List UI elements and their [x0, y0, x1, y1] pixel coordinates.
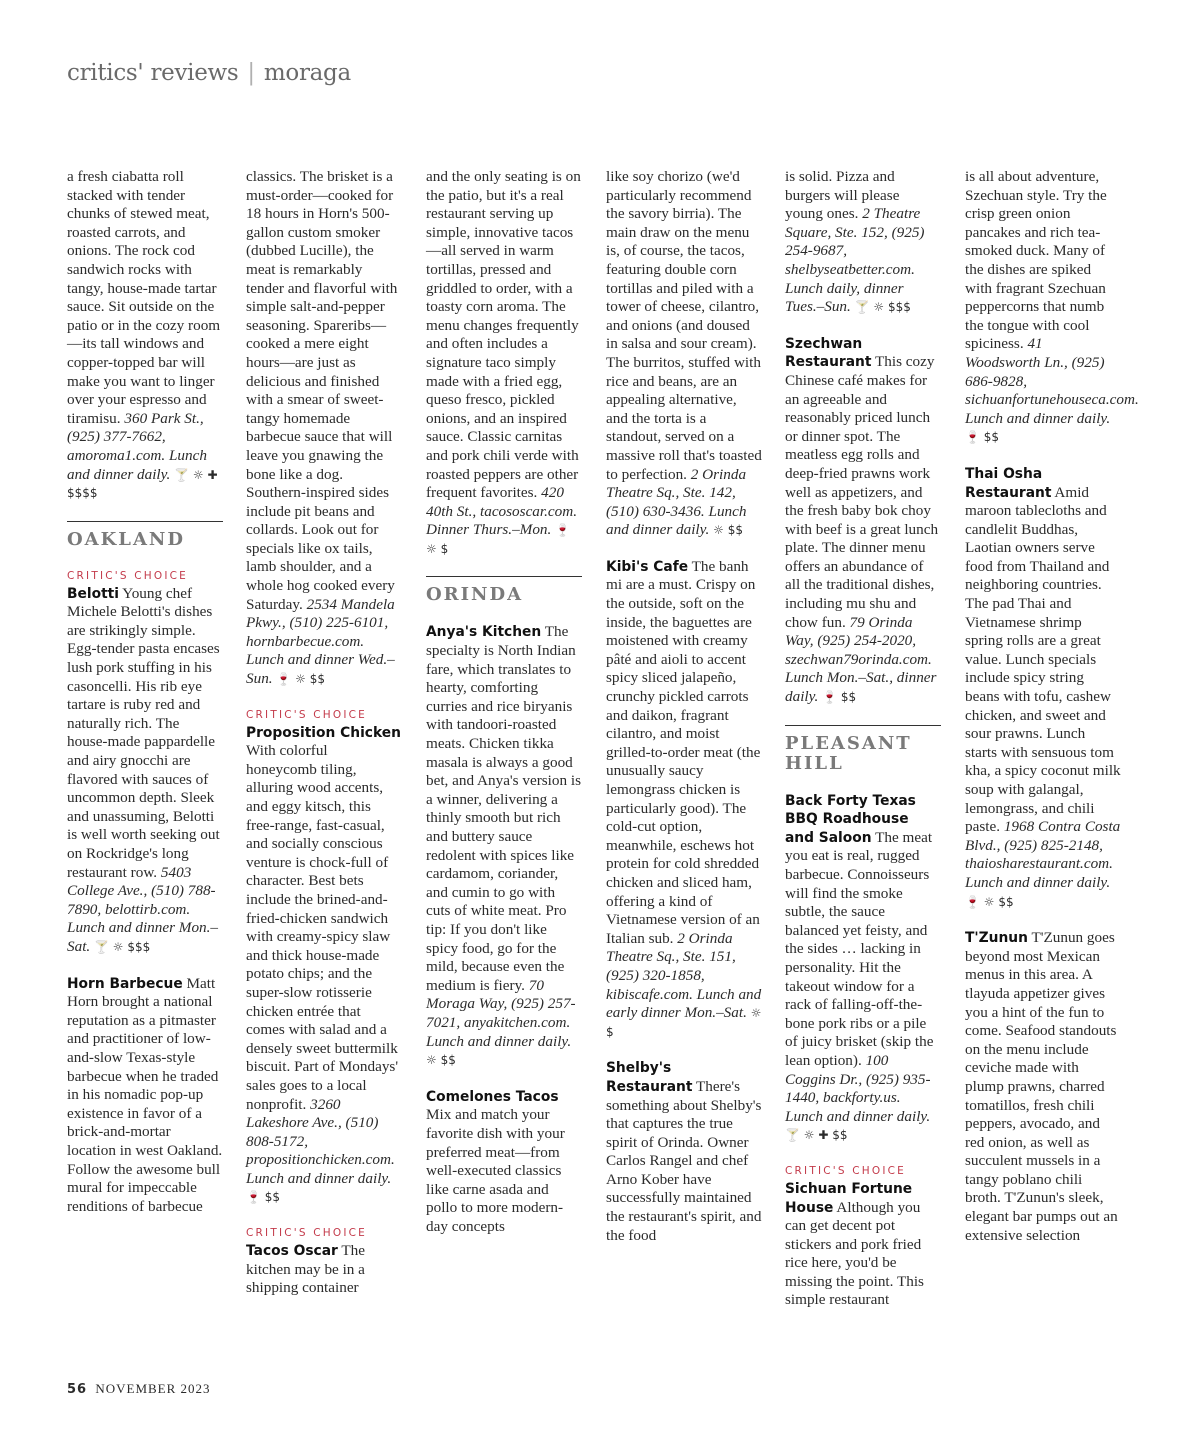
restaurant-info: 41 Woodsworth Ln., (925) 686-9828, sichuanfortunehouseca.com. Lunch and dinner daily. — [965, 335, 1139, 427]
entry-spacer — [246, 1207, 402, 1225]
review-entry — [426, 168, 582, 558]
column-5 — [785, 168, 941, 1310]
price-symbols: 🍷 ☼ $$ — [965, 894, 1014, 909]
restaurant-name: Thai Osha Restaurant — [965, 465, 1052, 501]
review-entry — [965, 168, 1139, 447]
critics-choice-label: CRITIC'S CHOICE — [67, 569, 189, 582]
column-4 — [606, 168, 762, 1245]
review-text: T'Zunun goes beyond most Mexican menus in this area. A tlayuda appetizer gives you a hint of the fun to come. Seafood standouts on the menu include ceviche made with plump prawns, charred tomatillos, fresh chili peppers, avocado, and red onion, as well as succulent mussels in a tangy poblano chili broth. T'Zunun's sleek, elegant bar pumps out an extensive selection — [965, 929, 1118, 1244]
review-text: is solid. Pizza and burgers will please young ones. — [785, 168, 900, 223]
review-text: The banh mi are a must. Crispy on the outside, soft on the inside, the baguettes are moistened with creamy pâté and aioli to accent spicy sliced jalapeño, crunchy pickled carrots and daikon, fragrant cilantro, and moist grilled-to-order meat (the unusually saucy lemongrass chicken is particularly good). The cold-cut option, meanwhile, eschews hot protein for cold shredded chicken and sliced ham, offering a kind of Vietnamese version of an Italian sub. — [606, 557, 761, 947]
page-footer — [67, 1381, 211, 1397]
review-entry — [965, 465, 1121, 911]
price-symbols: 🍷 $$ — [965, 430, 1000, 445]
column-6 — [965, 168, 1139, 1245]
price-symbols: ☼ $$ — [426, 1053, 456, 1068]
review-text: With colorful honeycomb tiling, alluring wood accents, and eggy kitsch, this free-range, fast-casual, and socially conscious venture is chock-full of character. Best bets include the brined-and-fried-chicken sandwich with creamy-spicy slaw and thick house-made potato chips; and the super-slow rotisserie chicken entrée that comes with salad and a densely sweet buttermilk biscuit. Part of Mondays' sales goes to a local nonprofit. — [246, 742, 399, 1113]
restaurant-info: 3260 Lakeshore Ave., (510) 808-5172, propositionchicken.com. Lunch and dinner daily. — [246, 1095, 395, 1187]
entry-spacer — [965, 447, 1121, 465]
entry-spacer — [67, 957, 223, 975]
review-entry — [426, 623, 582, 1069]
review-text: The specialty is North Indian fare, which translates to hearty, comforting curries and rice biryanis with tandoori-roasted meats. Chicken tikka masala is always a good bet, and Anya's version is a winner, delivering a thinly smooth but rich and buttery sauce redolent with spices like cardamom, coriander, and cumin to go with cuts of white meat. Pro tip: If you don't like spicy food, go for the mild, because even the medium is fiery. — [426, 623, 582, 994]
price-symbols: ☼ $ — [606, 1006, 762, 1039]
review-text: Amid maroon tablecloths and candlelit Buddhas, Laotian owners serve food from Thailand and neighboring countries. The pad Thai and Vietnamese shrimp spring rolls are a great value. Lunch specials include spicy string beans with tofu, cashew chicken, and sweet and sour prawns. Lunch starts with sensuous tom kha, a spicy coconut milk soup with galangal, lemongrass, and chili paste. — [965, 483, 1121, 836]
review-text: The kitchen may be in a shipping container — [246, 1242, 366, 1297]
review-entry — [246, 1242, 402, 1298]
restaurant-info: 5403 College Ave., (510) 788-7890, belottirb.com. Lunch and dinner Mon.–Sat. — [67, 863, 219, 955]
review-entry — [965, 929, 1121, 1245]
review-entry — [785, 792, 941, 1145]
review-text: like soy chorizo (we'd particularly recommend the savory birria). The main draw on the menu is, of course, the tacos, featuring double corn tortillas and piled with a tower of cheese, cilantro, and onions (and doused in salsa and sour cream). The burritos, stuffed with rice and beans, are an appealing alternative, and the torta is a standout, served on a massive roll that's toasted to perfection. — [606, 168, 762, 483]
review-text: and the only seating is on the patio, but it's a real restaurant serving up simple, innovative tacos—all served in warm tortillas, pressed and griddled to order, with a toasty corn aroma. The menu changes frequently and often includes a signature taco simply made with a fried egg, queso fresco, pickled onions, and an inspired sauce. Classic carnitas and pork chili verde with roasted peppers are other frequent favorites. — [426, 168, 581, 502]
price-symbols: 🍸 ☼ ✚ $$$$ — [67, 467, 218, 501]
review-text: Matt Horn brought a national reputation as a pitmaster and practitioner of low-and-slow Texas-style barbecue when he traded in his nomadic pop-up existence in favor of a brick-and-mortar location in west Oakland. Follow the awesome bull mural for impeccable renditions of barbecue — [67, 974, 223, 1215]
restaurant-name: Sichuan Fortune House — [785, 1180, 913, 1216]
header-area: moraga — [263, 60, 351, 86]
section-heading: OAKLAND — [67, 521, 223, 550]
restaurant-name: Horn Barbecue — [67, 975, 183, 992]
price-symbols: 🍷 ☼ $$ — [276, 672, 325, 687]
restaurant-name: Shelby's Restaurant — [606, 1060, 693, 1095]
restaurant-info: 100 Coggins Dr., (925) 935-1440, backforty.us. Lunch and dinner daily. — [785, 1051, 931, 1125]
issue-date: NOVEMBER 2023 — [95, 1381, 211, 1396]
restaurant-name: T'Zunun — [965, 930, 1028, 947]
review-entry — [606, 168, 762, 540]
price-symbols: 🍷 $$ — [246, 1190, 281, 1205]
restaurant-info: 360 Park St., (925) 377-7662, amoroma1.com. Lunch and dinner daily. — [67, 409, 207, 483]
review-entry — [426, 1088, 582, 1237]
column-1 — [67, 168, 223, 1216]
header-section: critics' reviews — [67, 60, 239, 86]
critics-choice-label: CRITIC'S CHOICE — [246, 1227, 368, 1240]
review-entry — [67, 168, 223, 503]
price-symbols: 🍸 ☼ $$$ — [94, 939, 151, 954]
entry-spacer — [965, 911, 1121, 929]
review-text: There's something about Shelby's that captures the true spirit of Orinda. Owner Carlos Rangel and chef Arno Kober have successfully maintained the restaurant's spirit, and the food — [606, 1077, 762, 1244]
review-text: Mix and match your favorite dish with your preferred meat—from well-executed classics like carne asada and pollo to more modern-day concepts — [426, 1106, 565, 1235]
review-entry — [246, 724, 402, 1207]
restaurant-info: 420 40th St., tacososcar.com. Dinner Thurs.–Mon. — [426, 484, 578, 539]
review-text: classics. The brisket is a must-order—cooked for 18 hours in Horn's 500-gallon custom smoker (dubbed Lucille), the meat is remarkably tender and flavorful with simple salt-and-pepper seasoning. Spareribs—cooked a mere eight hours—are just as delicious and finished with a smear of sweet-tangy homemade barbecue sauce that will leave you gnawing the bone like a dog. Southern-inspired sides include pit beans and collards. Look out for specials like ox tails, lamb shoulder, and a whole hog cooked every Saturday. — [246, 168, 398, 613]
page-header — [67, 60, 351, 86]
restaurant-name: Anya's Kitchen — [426, 624, 542, 641]
column-2 — [246, 168, 402, 1298]
review-text: Young chef Michele Belotti's dishes are strikingly simple. Egg-tender pasta encases lush pork stuffing in his casoncelli. His rib eye tartare is ruby red and naturally rich. The house-made pappardelle and airy gnocchi are flavored with sauces of uncommon depth. Sleek and unassuming, Belotti is well worth seeking out on Rockridge's long restaurant row. — [67, 584, 220, 881]
entry-spacer — [785, 1145, 941, 1163]
restaurant-info: 79 Orinda Way, (925) 254-2020, szechwan79orinda.com. Lunch Mon.–Sat., dinner daily. — [785, 613, 937, 706]
restaurant-name: Tacos Oscar — [246, 1243, 338, 1260]
price-symbols: 🍸 ☼ $$$ — [854, 300, 911, 315]
review-entry — [67, 585, 223, 957]
review-entry — [606, 1059, 762, 1245]
review-entry — [785, 1180, 941, 1310]
review-entry — [67, 975, 223, 1217]
entry-spacer — [606, 1041, 762, 1059]
restaurant-info: 2534 Mandela Pkwy., (510) 225-6101, hornbarbecue.com. Lunch and dinner Wed.–Sun. — [246, 595, 395, 688]
section-heading: PLEASANT HILL — [785, 725, 941, 774]
entry-spacer — [606, 540, 762, 558]
entry-spacer — [785, 317, 941, 335]
critics-choice-label: CRITIC'S CHOICE — [246, 708, 368, 721]
review-text: The meat you eat is real, rugged barbecue. Connoisseurs will find the smoke subtle, the sauce balanced yet feisty, and the sides … lacking in personality. Hit the takeout window for a rack of falling-off-the-bone pork ribs or a pile of juicy brisket (skip the lean option). — [785, 828, 934, 1069]
restaurant-name: Back Forty Texas BBQ Roadhouse and Saloon — [785, 792, 916, 846]
price-symbols: ☼ $$ — [713, 523, 743, 538]
restaurant-name: Proposition Chicken — [246, 724, 401, 741]
price-symbols: 🍷 $$ — [822, 690, 857, 705]
restaurant-info: 2 Orinda Theatre Sq., Ste. 151, (925) 320-1858, kibiscafe.com. Lunch and early dinner Mon.–Sat. — [606, 929, 762, 1022]
review-entry — [785, 168, 941, 317]
restaurant-name: Szechwan Restaurant — [785, 335, 872, 371]
review-entry — [785, 335, 941, 707]
review-text: Although you can get decent pot stickers and pork fried rice here, you'd be missing the point. This simple restaurant — [785, 1198, 924, 1309]
review-text: This cozy Chinese café makes for an agreeable and reasonably priced lunch or dinner spot. The meatless egg rolls and deep-fried prawns work well as appetizers, and the fresh baby bok choy with beef is a great lunch plate. The dinner menu offers an abundance of all the traditional dishes, including mu shu and chow fun. — [785, 353, 939, 631]
restaurant-info: 2 Orinda Theatre Sq., Ste. 142, (510) 630-3436. Lunch and dinner daily. — [606, 465, 747, 539]
review-entry — [606, 558, 762, 1041]
restaurant-info: 70 Moraga Way, (925) 257-7021, anyakitchen.com. Lunch and dinner daily. — [426, 976, 576, 1050]
entry-spacer — [246, 689, 402, 707]
critics-choice-label: CRITIC'S CHOICE — [785, 1164, 907, 1177]
header-separator: | — [247, 60, 255, 86]
review-text: a fresh ciabatta roll stacked with tender chunks of stewed meat, roasted carrots, and onions. The rock cod sandwich rocks with tangy, house-made tartar sauce. Sit outside on the patio or in the cozy room—its tall windows and copper-topped bar will make you want to linger over your espresso and tiramisu. — [67, 168, 221, 427]
restaurant-name: Comelones Tacos — [426, 1088, 559, 1105]
section-heading: ORINDA — [426, 576, 582, 605]
price-symbols: 🍸 ☼ ✚ $$ — [785, 1128, 848, 1143]
column-3 — [426, 168, 582, 1236]
restaurant-name: Belotti — [67, 585, 120, 602]
restaurant-info: 1968 Contra Costa Blvd., (925) 825-2148, thaiosharestaurant.com. Lunch and dinner daily. — [965, 818, 1121, 891]
review-text: is all about adventure, Szechuan style. Try the crisp green onion pancakes and rich tea-smoked duck. Many of the dishes are spiked with fragrant Szechuan peppercorns that numb the tongue with cool spiciness. — [965, 168, 1107, 353]
restaurant-name: Kibi's Cafe — [606, 558, 689, 575]
price-symbols: 🍷 ☼ $ — [426, 523, 571, 556]
page-number: 56 — [67, 1382, 88, 1397]
entry-spacer — [426, 1070, 582, 1088]
restaurant-info: 2 Theatre Square, Ste. 152, (925) 254-9687, shelbyseatbetter.com. Lunch daily, dinner Tues.–Sun. — [785, 205, 925, 316]
review-entry — [246, 168, 402, 689]
